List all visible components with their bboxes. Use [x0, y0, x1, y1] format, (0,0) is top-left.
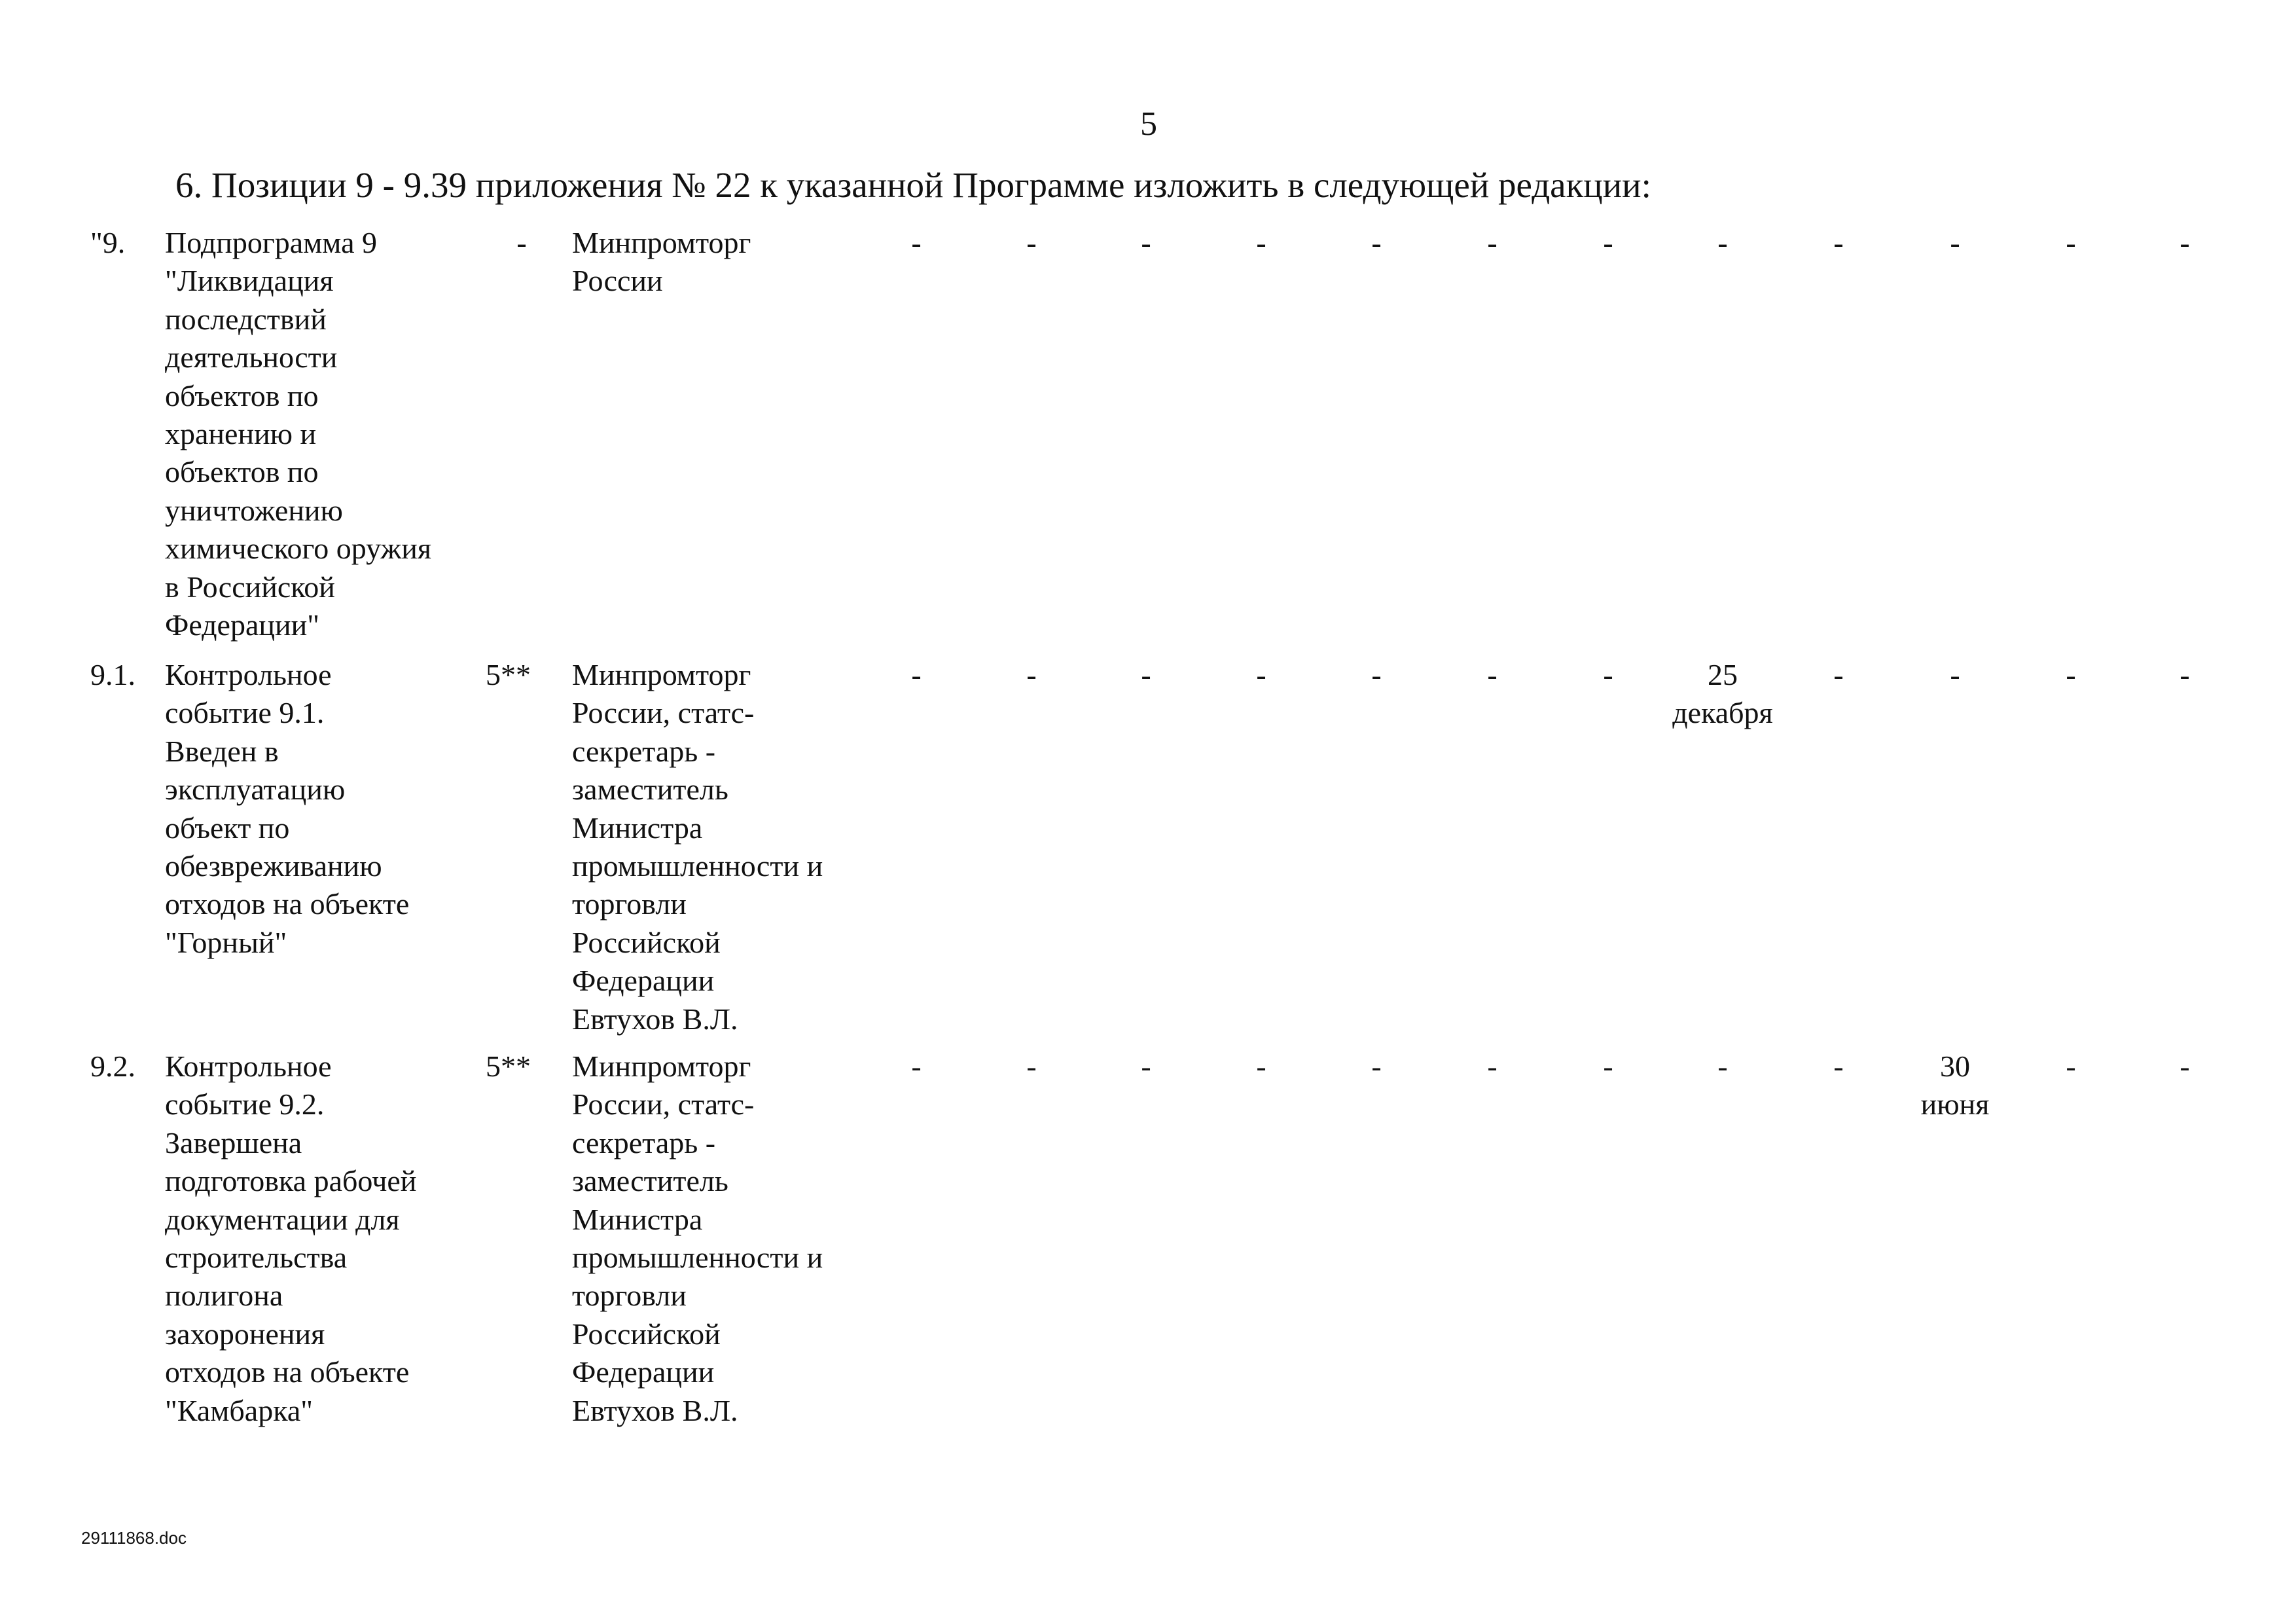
period-cell-empty: -	[1487, 1049, 1498, 1083]
period-cell-empty: -	[2066, 1049, 2076, 1083]
period-cell-empty: -	[1833, 1049, 1844, 1083]
period-cell-empty: -	[1603, 658, 1613, 691]
period-cell-empty: -	[1487, 226, 1498, 259]
period-cell-empty: -	[1256, 658, 1266, 691]
period-cell-date: 30 июня	[1920, 1049, 1990, 1122]
row-number: 9.1.	[90, 658, 135, 691]
period-cell-empty: -	[1026, 658, 1037, 691]
period-cell-empty: -	[1141, 658, 1151, 691]
page-number: 5	[1140, 105, 1157, 143]
row-weight: 5**	[486, 1049, 531, 1083]
file-name-footer: 29111868.doc	[81, 1528, 187, 1548]
period-cell-empty: -	[1950, 658, 1960, 691]
period-cell-empty: -	[1256, 226, 1266, 259]
period-cell-empty: -	[1141, 1049, 1151, 1083]
period-cell-empty: -	[1603, 226, 1613, 259]
row-number: "9.	[90, 226, 126, 259]
intro-paragraph: 6. Позиции 9 - 9.39 приложения № 22 к указанной Программе изложить в следующей редакции:	[175, 165, 1651, 205]
row-title: Контрольное событие 9.1. Введен в эксплуатацию объект по обезвреживанию отходов на объекте "Горный"	[165, 658, 410, 959]
period-cell-empty: -	[911, 658, 922, 691]
period-cell-empty: -	[1833, 226, 1844, 259]
row-number: 9.2.	[90, 1049, 135, 1083]
period-cell-empty: -	[2066, 226, 2076, 259]
period-cell-empty: -	[2179, 1049, 2190, 1083]
row-responsible: Минпромторг России	[572, 226, 751, 298]
period-cell-empty: -	[1371, 658, 1382, 691]
period-cell-empty: -	[1256, 1049, 1266, 1083]
period-cell-empty: -	[911, 226, 922, 259]
row-weight: -	[516, 226, 527, 259]
period-cell-empty: -	[2066, 658, 2076, 691]
period-cell-empty: -	[1371, 1049, 1382, 1083]
row-responsible: Минпромторг России, статс- секретарь - заместитель Министра промышленности и торговли Российской Федерации Евтухов В.Л.	[572, 658, 823, 1036]
period-cell-empty: -	[1371, 226, 1382, 259]
period-cell-empty: -	[1717, 1049, 1728, 1083]
period-cell-empty: -	[2179, 658, 2190, 691]
period-cell-empty: -	[2179, 226, 2190, 259]
period-cell-empty: -	[1833, 658, 1844, 691]
period-cell-empty: -	[1950, 226, 1960, 259]
period-cell-empty: -	[1487, 658, 1498, 691]
period-cell-empty: -	[1026, 1049, 1037, 1083]
period-cell-empty: -	[911, 1049, 922, 1083]
period-cell-empty: -	[1717, 226, 1728, 259]
row-responsible: Минпромторг России, статс- секретарь - заместитель Министра промышленности и торговли Российской Федерации Евтухов В.Л.	[572, 1049, 823, 1427]
period-cell-empty: -	[1603, 1049, 1613, 1083]
period-cell-empty: -	[1026, 226, 1037, 259]
period-cell-empty: -	[1141, 226, 1151, 259]
row-weight: 5**	[486, 658, 531, 691]
period-cell-date: 25 декабря	[1672, 658, 1773, 730]
row-title: Контрольное событие 9.2. Завершена подготовка рабочей документации для строительства полигона захоронения отходов на объекте "Камбарка"	[165, 1049, 417, 1427]
row-title: Подпрограмма 9 "Ликвидация последствий деятельности объектов по хранению и объектов по уничтожению химического оружия в Российской Федерации"	[165, 226, 432, 642]
